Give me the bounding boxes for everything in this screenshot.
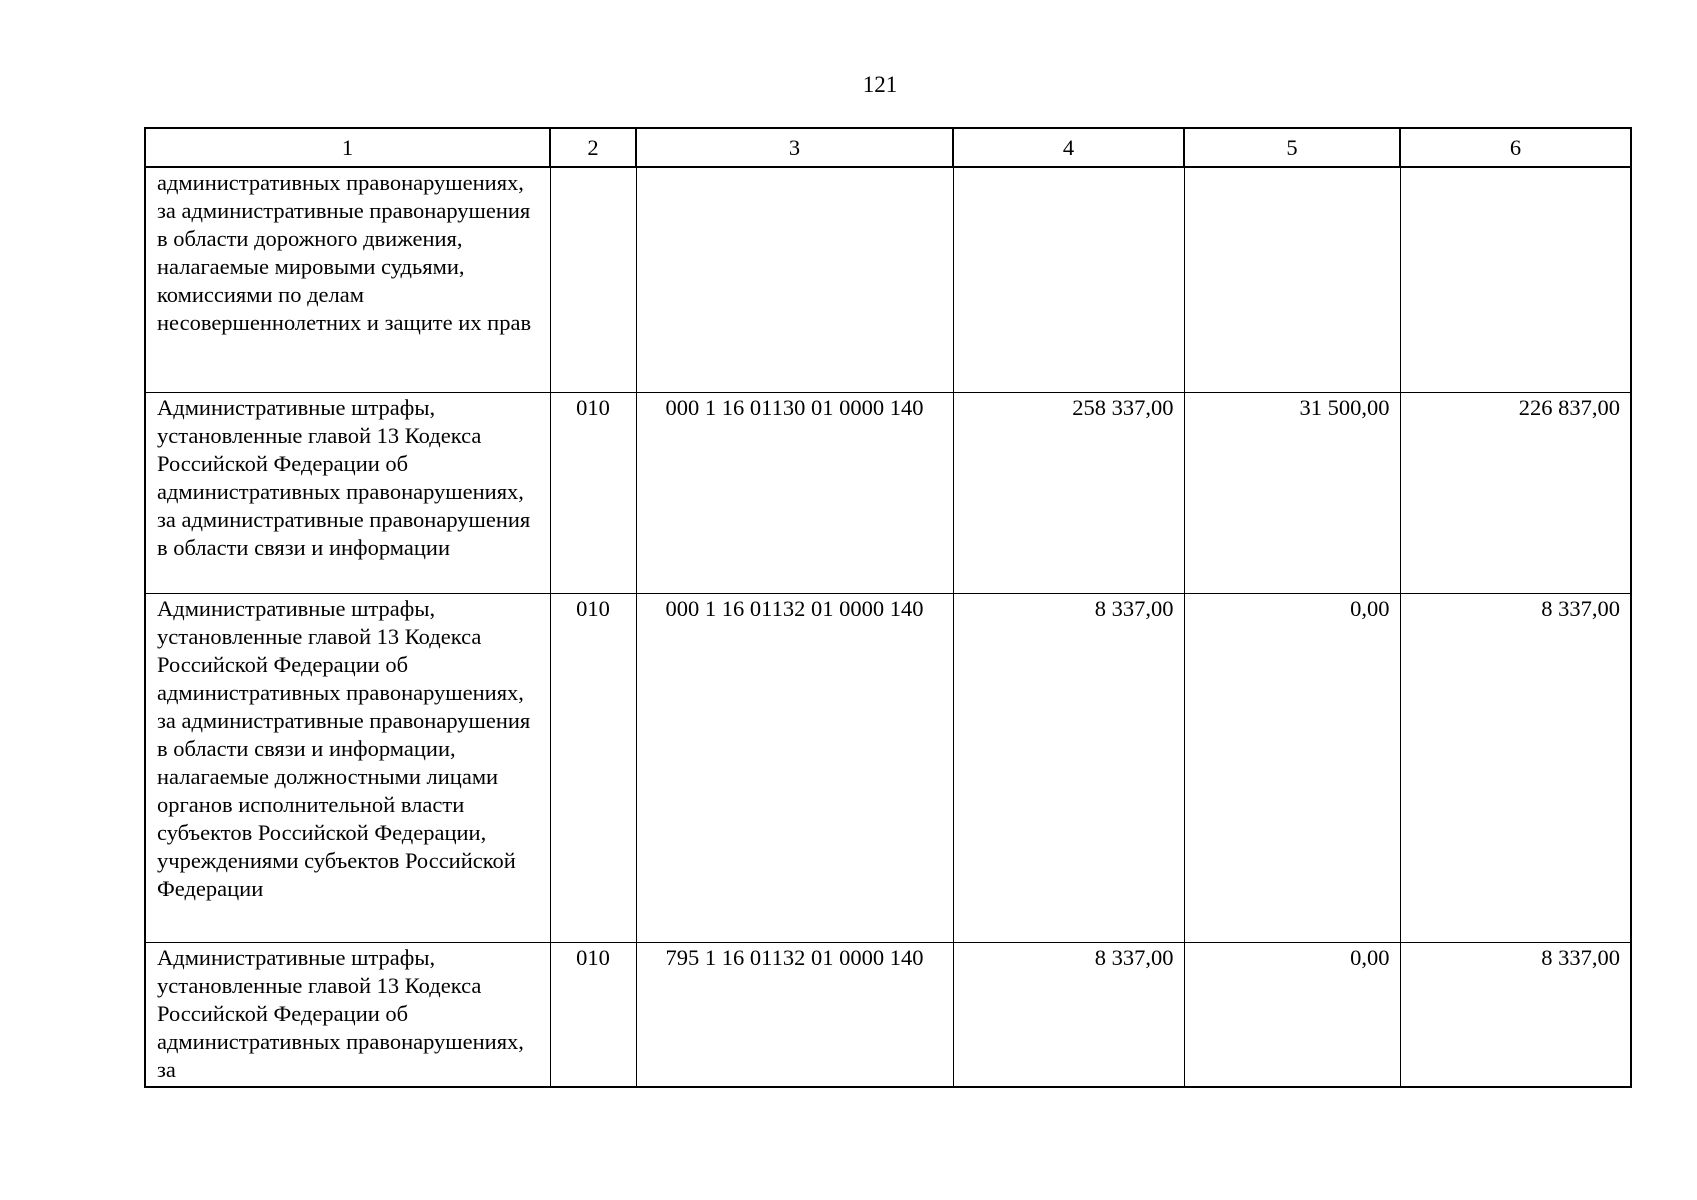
row-col6-cell: 8 337,00 (1400, 943, 1631, 1088)
row-code-cell: 010 (550, 393, 636, 594)
row-col4-cell: 258 337,00 (953, 393, 1184, 594)
table-row (145, 594, 1631, 943)
row-col5-cell: 0,00 (1184, 943, 1400, 1088)
row-kbk-cell: 795 1 16 01132 01 0000 140 (636, 943, 953, 1088)
row-kbk-cell: 000 1 16 01132 01 0000 140 (636, 594, 953, 943)
row-col4-cell: 8 337,00 (953, 594, 1184, 943)
page-number: 121 (862, 72, 898, 97)
row-col5-cell: 0,00 (1184, 594, 1400, 943)
row-kbk-cell (636, 167, 953, 393)
header-col-5: 5 (1184, 128, 1400, 167)
budget-table (144, 127, 1632, 1088)
row-code-cell (550, 167, 636, 393)
header-col-3: 3 (636, 128, 953, 167)
table-row (145, 167, 1631, 393)
row-col6-cell: 226 837,00 (1400, 393, 1631, 594)
row-code-cell: 010 (550, 943, 636, 1088)
table-row (145, 943, 1631, 1088)
header-col-1: 1 (145, 128, 550, 167)
row-code-cell: 010 (550, 594, 636, 943)
header-row (145, 128, 1631, 167)
header-col-4: 4 (953, 128, 1184, 167)
row-name-cell: Административные штрафы, установленные главой 13 Кодекса Российской Федерации об административных правонарушениях, за (145, 943, 550, 1088)
row-col5-cell (1184, 167, 1400, 393)
row-kbk-cell: 000 1 16 01130 01 0000 140 (636, 393, 953, 594)
row-col4-cell (953, 167, 1184, 393)
row-name-cell: Административные штрафы, установленные главой 13 Кодекса Российской Федерации об административных правонарушениях, за административные правонарушения в области связи и информации, налагаемые должностными лицами органов исполнительной власти субъектов Российской Федерации, учреждениями субъектов Российской Федерации (145, 594, 550, 943)
row-col4-cell: 8 337,00 (953, 943, 1184, 1088)
table-row (145, 393, 1631, 594)
header-col-6: 6 (1400, 128, 1631, 167)
row-col6-cell: 8 337,00 (1400, 594, 1631, 943)
row-col5-cell: 31 500,00 (1184, 393, 1400, 594)
header-col-2: 2 (550, 128, 636, 167)
row-name-cell: Административные штрафы, установленные главой 13 Кодекса Российской Федерации об административных правонарушениях, за административные правонарушения в области связи и информации (145, 393, 550, 594)
row-name-cell: административных правонарушениях, за административные правонарушения в области дорожного движения, налагаемые мировыми судьями, комиссиями по делам несовершеннолетних и защите их прав (145, 167, 550, 393)
row-col6-cell (1400, 167, 1631, 393)
